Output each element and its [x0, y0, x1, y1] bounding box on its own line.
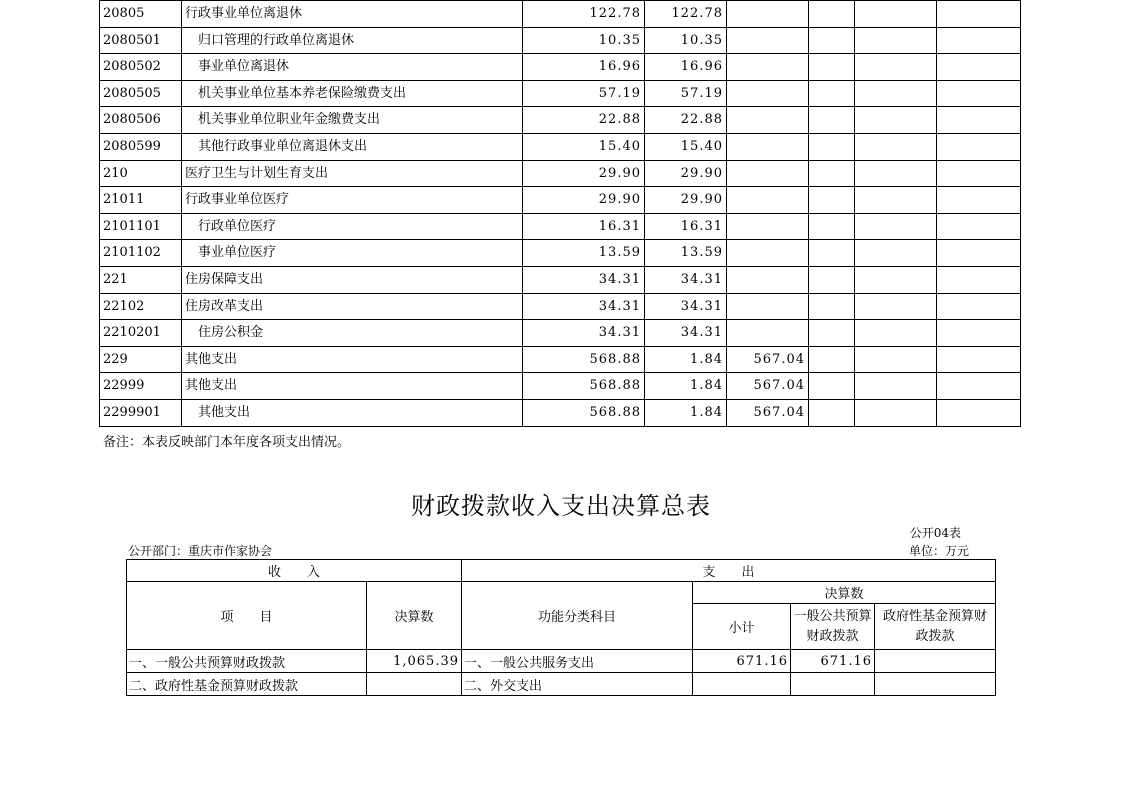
row-code: 2080506 — [100, 107, 182, 134]
row-basic: 16.96 — [645, 54, 727, 81]
row-empty-cell — [937, 320, 1021, 347]
row-total: 122.78 — [523, 1, 645, 28]
table-row — [100, 240, 1021, 267]
subtotal-value: 671.16 — [693, 650, 791, 673]
row-empty-cell — [855, 320, 937, 347]
row-basic: 15.40 — [645, 133, 727, 160]
row-total: 13.59 — [523, 240, 645, 267]
department-label: 公开部门：重庆市作家协会 — [128, 544, 273, 558]
row-total: 16.96 — [523, 54, 645, 81]
row-empty-cell — [809, 266, 855, 293]
table-row — [100, 266, 1021, 293]
table-row — [100, 293, 1021, 320]
income-header: 收 入 — [127, 560, 462, 582]
row-name: 住房改革支出 — [182, 293, 523, 320]
row-code: 2080599 — [100, 133, 182, 160]
row-empty-cell — [809, 399, 855, 426]
row-empty-cell — [855, 107, 937, 134]
table-row — [100, 346, 1021, 373]
table-row — [100, 373, 1021, 400]
row-empty-cell — [855, 27, 937, 54]
row-basic: 13.59 — [645, 240, 727, 267]
gov-fund-value — [875, 673, 996, 696]
row-project — [727, 240, 809, 267]
row-name: 行政事业单位离退休 — [182, 1, 523, 28]
row-empty-cell — [855, 346, 937, 373]
row-empty-cell — [809, 1, 855, 28]
table-row — [127, 673, 996, 696]
row-basic: 1.84 — [645, 346, 727, 373]
row-empty-cell — [937, 133, 1021, 160]
row-empty-cell — [937, 187, 1021, 214]
row-basic: 34.31 — [645, 320, 727, 347]
row-empty-cell — [809, 80, 855, 107]
income-item: 一、一般公共预算财政拨款 — [127, 650, 367, 673]
row-empty-cell — [809, 213, 855, 240]
row-code: 2299901 — [100, 399, 182, 426]
expenditure-detail-table — [99, 0, 1021, 427]
row-code: 2101101 — [100, 213, 182, 240]
row-name: 其他支出 — [182, 346, 523, 373]
row-total: 29.90 — [523, 187, 645, 214]
row-name: 住房公积金 — [182, 320, 523, 347]
row-total: 16.31 — [523, 213, 645, 240]
row-empty-cell — [855, 213, 937, 240]
gov-fund-value — [875, 650, 996, 673]
row-name: 住房保障支出 — [182, 266, 523, 293]
income-amount: 1,065.39 — [367, 650, 462, 673]
row-empty-cell — [809, 27, 855, 54]
row-code: 2080505 — [100, 80, 182, 107]
row-code: 229 — [100, 346, 182, 373]
row-empty-cell — [809, 160, 855, 187]
row-empty-cell — [855, 54, 937, 81]
row-empty-cell — [937, 27, 1021, 54]
subtotal-value — [693, 673, 791, 696]
row-basic: 29.90 — [645, 187, 727, 214]
page-title: 财政拨款收入支出决算总表 — [411, 492, 711, 520]
final-amount-header: 决算数 — [367, 582, 462, 650]
row-name: 行政事业单位医疗 — [182, 187, 523, 214]
expense-item: 一、一般公共服务支出 — [462, 650, 693, 673]
row-empty-cell — [937, 1, 1021, 28]
row-empty-cell — [809, 133, 855, 160]
row-empty-cell — [809, 346, 855, 373]
row-basic: 1.84 — [645, 399, 727, 426]
row-project — [727, 1, 809, 28]
row-name: 医疗卫生与计划生育支出 — [182, 160, 523, 187]
row-empty-cell — [937, 373, 1021, 400]
row-basic: 57.19 — [645, 80, 727, 107]
row-name: 事业单位离退休 — [182, 54, 523, 81]
row-empty-cell — [855, 80, 937, 107]
row-empty-cell — [855, 266, 937, 293]
row-empty-cell — [809, 320, 855, 347]
row-project: 567.04 — [727, 346, 809, 373]
row-total: 57.19 — [523, 80, 645, 107]
row-code: 221 — [100, 266, 182, 293]
row-empty-cell — [855, 187, 937, 214]
row-project — [727, 80, 809, 107]
row-total: 568.88 — [523, 399, 645, 426]
expense-header: 支 出 — [462, 560, 996, 582]
row-total: 568.88 — [523, 373, 645, 400]
unit-label: 单位：万元 — [908, 544, 969, 558]
row-empty-cell — [937, 399, 1021, 426]
table-code: 公开04表 — [909, 526, 961, 540]
row-project — [727, 54, 809, 81]
final-amount-group-header: 决算数 — [693, 582, 996, 604]
row-empty-cell — [937, 160, 1021, 187]
item-header: 项 目 — [127, 582, 367, 650]
table-row — [100, 213, 1021, 240]
subtotal-header: 小计 — [693, 604, 791, 650]
row-empty-cell — [937, 293, 1021, 320]
row-total: 34.31 — [523, 266, 645, 293]
table-row — [100, 187, 1021, 214]
table-row — [100, 80, 1021, 107]
table-row — [100, 320, 1021, 347]
table-row — [100, 160, 1021, 187]
row-project: 567.04 — [727, 373, 809, 400]
row-name: 机关事业单位基本养老保险缴费支出 — [182, 80, 523, 107]
row-code: 2101102 — [100, 240, 182, 267]
row-basic: 1.84 — [645, 373, 727, 400]
row-empty-cell — [855, 160, 937, 187]
row-code: 210 — [100, 160, 182, 187]
row-total: 34.31 — [523, 320, 645, 347]
row-project — [727, 133, 809, 160]
row-empty-cell — [809, 293, 855, 320]
row-empty-cell — [937, 346, 1021, 373]
row-empty-cell — [809, 240, 855, 267]
detail-table-body — [100, 1, 1021, 427]
row-code: 2210201 — [100, 320, 182, 347]
footnote: 备注：本表反映部门本年度各项支出情况。 — [103, 435, 351, 450]
table-row — [100, 1, 1021, 28]
row-basic: 22.88 — [645, 107, 727, 134]
row-empty-cell — [855, 133, 937, 160]
row-empty-cell — [809, 107, 855, 134]
row-name: 其他支出 — [182, 399, 523, 426]
row-empty-cell — [855, 240, 937, 267]
table-row — [100, 27, 1021, 54]
row-basic: 10.35 — [645, 27, 727, 54]
row-empty-cell — [855, 399, 937, 426]
row-empty-cell — [855, 373, 937, 400]
row-code: 20805 — [100, 1, 182, 28]
row-empty-cell — [937, 266, 1021, 293]
row-basic: 29.90 — [645, 160, 727, 187]
row-total: 568.88 — [523, 346, 645, 373]
expense-item: 二、外交支出 — [462, 673, 693, 696]
row-empty-cell — [937, 240, 1021, 267]
row-basic: 34.31 — [645, 266, 727, 293]
row-name: 机关事业单位职业年金缴费支出 — [182, 107, 523, 134]
row-project — [727, 107, 809, 134]
table-row — [100, 54, 1021, 81]
general-budget-value — [791, 673, 875, 696]
general-budget-header: 一般公共预算财政拨款 — [791, 604, 875, 650]
income-amount — [367, 673, 462, 696]
table-row — [127, 650, 996, 673]
row-project: 567.04 — [727, 399, 809, 426]
row-code: 22102 — [100, 293, 182, 320]
row-name: 事业单位医疗 — [182, 240, 523, 267]
row-empty-cell — [809, 373, 855, 400]
row-name: 其他行政事业单位离退休支出 — [182, 133, 523, 160]
row-total: 10.35 — [523, 27, 645, 54]
row-project — [727, 213, 809, 240]
row-empty-cell — [937, 80, 1021, 107]
row-empty-cell — [937, 107, 1021, 134]
gov-fund-header: 政府性基金预算财政拨款 — [875, 604, 996, 650]
row-code: 2080501 — [100, 27, 182, 54]
row-total: 22.88 — [523, 107, 645, 134]
function-category-header: 功能分类科目 — [462, 582, 693, 650]
table-row — [100, 107, 1021, 134]
row-empty-cell — [937, 213, 1021, 240]
row-project — [727, 320, 809, 347]
row-empty-cell — [809, 187, 855, 214]
row-code: 2080502 — [100, 54, 182, 81]
row-project — [727, 160, 809, 187]
row-name: 行政单位医疗 — [182, 213, 523, 240]
row-basic: 34.31 — [645, 293, 727, 320]
row-project — [727, 266, 809, 293]
row-name: 归口管理的行政单位离退休 — [182, 27, 523, 54]
row-basic: 16.31 — [645, 213, 727, 240]
row-empty-cell — [855, 293, 937, 320]
summary-table — [126, 559, 996, 696]
row-code: 22999 — [100, 373, 182, 400]
row-project — [727, 27, 809, 54]
row-total: 29.90 — [523, 160, 645, 187]
row-total: 15.40 — [523, 133, 645, 160]
row-name: 其他支出 — [182, 373, 523, 400]
row-project — [727, 293, 809, 320]
table-row — [100, 133, 1021, 160]
general-budget-value: 671.16 — [791, 650, 875, 673]
row-code: 21011 — [100, 187, 182, 214]
row-basic: 122.78 — [645, 1, 727, 28]
table-row — [100, 399, 1021, 426]
row-empty-cell — [809, 54, 855, 81]
income-item: 二、政府性基金预算财政拨款 — [127, 673, 367, 696]
row-total: 34.31 — [523, 293, 645, 320]
row-project — [727, 187, 809, 214]
row-empty-cell — [937, 54, 1021, 81]
row-empty-cell — [855, 1, 937, 28]
